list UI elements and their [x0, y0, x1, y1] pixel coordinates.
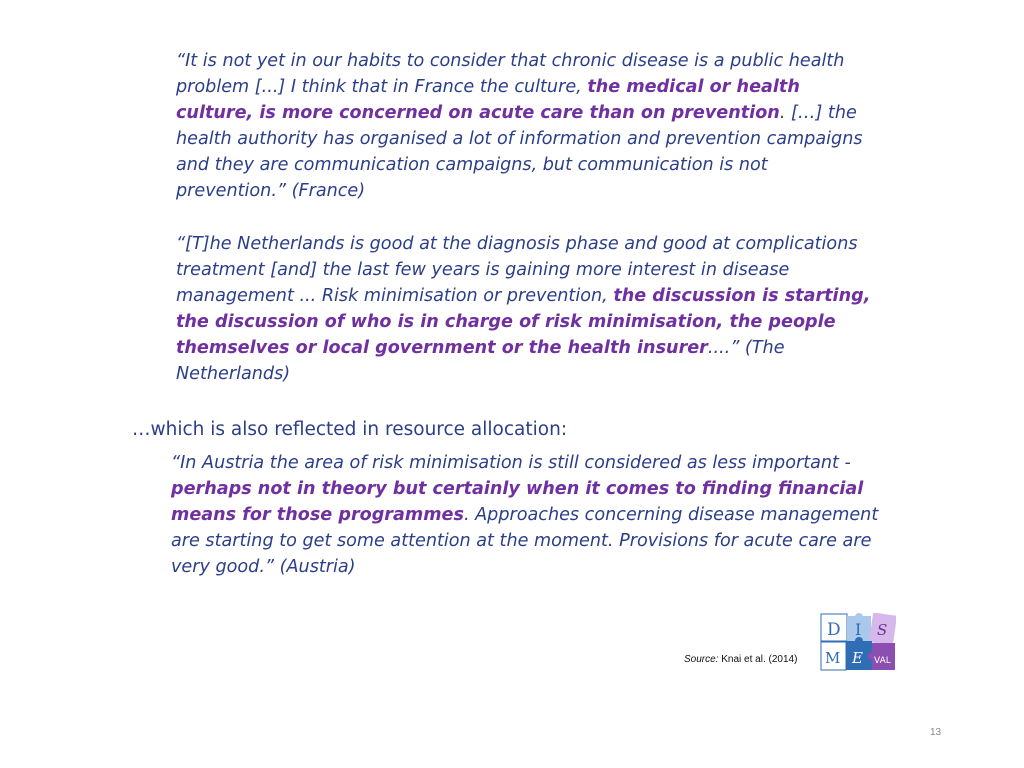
quote-text: “[T]he Netherlands is good at the diagnosis phase and good at complications treatment [and] the last few years is gaining more interest in disease management ... Risk minimisation or prevention, [176, 234, 858, 306]
quote-text: . Approaches concerning disease management are starting to get some attention at the moment. Provisions for acute care are very good.” (Austria) [171, 505, 879, 577]
quote-emphasis: perhaps not in theory but certainly when it comes to finding financial means for those programmes [171, 479, 864, 525]
quote-emphasis: the medical or health culture, is more concerned on acute care than on prevention [176, 77, 800, 123]
source-citation [684, 654, 797, 665]
quote-austria [171, 450, 881, 580]
quote-text: “In Austria the area of risk minimisation is still considered as less important - [171, 453, 851, 473]
logo-letter: E [852, 649, 863, 667]
logo-letter: I [855, 620, 862, 639]
quote-text: . […] the health authority has organised a lot of information and prevention campaigns and they are communication campaigns, but communication is not prevention.” (France) [176, 103, 863, 201]
dismeval-puzzle-logo [820, 613, 896, 671]
source-text: Knai et al. (2014) [718, 654, 798, 665]
quote-text: “It is not yet in our habits to consider that chronic disease is a public health problem [...] I think that in France the culture, [176, 51, 845, 97]
logo-letter: S [877, 621, 888, 639]
quote-text: ....” (The Netherlands) [176, 338, 785, 384]
lead-text: …which is also reflected in resource allocation: [132, 419, 568, 440]
source-label: Source: [684, 654, 719, 665]
quote-france [176, 48, 876, 204]
quote-netherlands [176, 231, 876, 387]
page-number: 13 [930, 727, 942, 738]
logo-letter: M [825, 649, 841, 667]
quote-emphasis: the discussion is starting, the discussion of who is in charge of risk minimisation, the people themselves or local government or the health insurer [176, 286, 871, 358]
logo-letter: VAL [874, 656, 891, 666]
logo-letter: D [827, 620, 841, 640]
